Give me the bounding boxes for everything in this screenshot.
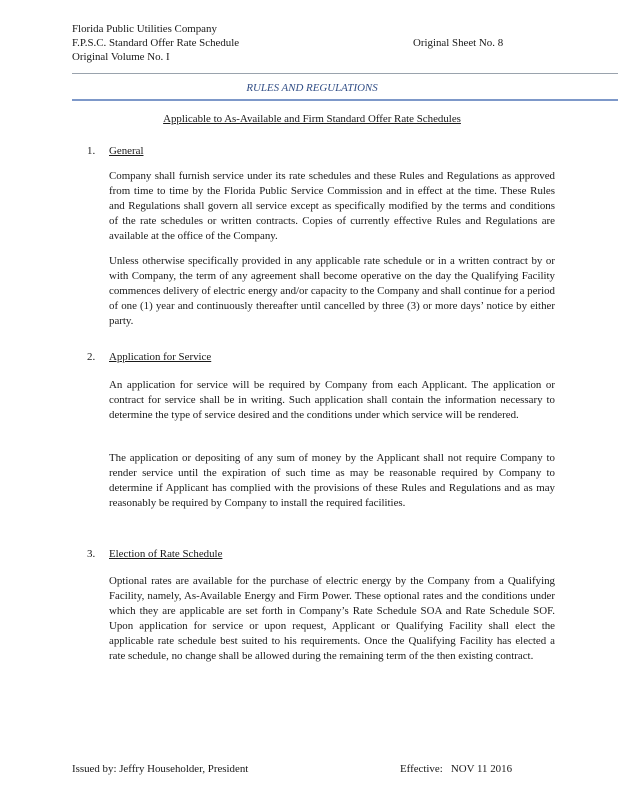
section-paragraph: Optional rates are available for the purchase of electric energy by the Company from a Qualifying Facility, namely, As-Available Energy and Firm Power. These optional rates and the conditions under which they are applicable are set forth in Company’s Rate Schedule SOA and Rate Schedule SOF. Upon application for service or upon request, Applicant or Qualifying Facility shall elect the applicable rate schedule best suited to his requirements. Once the Qualifying Facility has elected a rate schedule, no change shall be allowed during the remaining term of the then existing contract.	[109, 575, 555, 663]
header-volume: Original Volume No. I	[72, 51, 170, 63]
header-sheet-number: Original Sheet No. 8	[413, 37, 504, 49]
section-heading-general: General	[109, 145, 144, 157]
header-divider	[72, 73, 618, 74]
document-subtitle: Applicable to As-Available and Firm Standard Offer Rate Schedules	[163, 113, 461, 125]
section-heading-election: Election of Rate Schedule	[109, 548, 223, 560]
header-schedule: F.P.S.C. Standard Offer Rate Schedule	[72, 37, 240, 49]
section-paragraph: Unless otherwise specifically provided in any applicable rate schedule or in a written contract by or with Company, the term of any agreement shall become operative on the day the Qualifying Facility commences delivery of electric energy and/or capacity to the Company and shall continue for a period of one (1) year and continuously thereafter until cancelled by three (3) or more days’ notice by either party.	[109, 255, 555, 328]
section-number: 3.	[87, 548, 96, 560]
footer-issued-by: Issued by: Jeffry Householder, President	[72, 763, 249, 775]
section-title: RULES AND REGULATIONS	[246, 82, 378, 94]
section-paragraph: An application for service will be required by Company from each Applicant. The application or contract for service shall be in writing. Such application shall contain the information necessary to determine the type of service desired and the conditions under which service will be rendered.	[109, 379, 555, 422]
section-number: 2.	[87, 351, 96, 363]
section-number: 1.	[87, 145, 96, 157]
section-paragraph: The application or depositing of any sum of money by the Applicant shall not require Company to render service until the expiration of such time as may be reasonable required by Company to determine if Applicant has complied with the provisions of these Rules and Regulations and as may reasonably be required by Company to install the required facilities.	[109, 452, 555, 510]
footer-effective-date: Effective: NOV 11 2016	[400, 763, 513, 775]
header-company: Florida Public Utilities Company	[72, 23, 217, 35]
title-divider	[72, 99, 618, 101]
section-paragraph: Company shall furnish service under its rate schedules and these Rules and Regulations as approved from time to time by the Florida Public Service Commission and in effect at the time. These Rules and Regulations shall govern all service except as specifically modified by the terms and conditions of the rate schedules or written contracts. Copies of currently effective Rules and Regulations are available at the office of the Company.	[109, 170, 555, 243]
section-heading-application: Application for Service	[109, 351, 212, 363]
